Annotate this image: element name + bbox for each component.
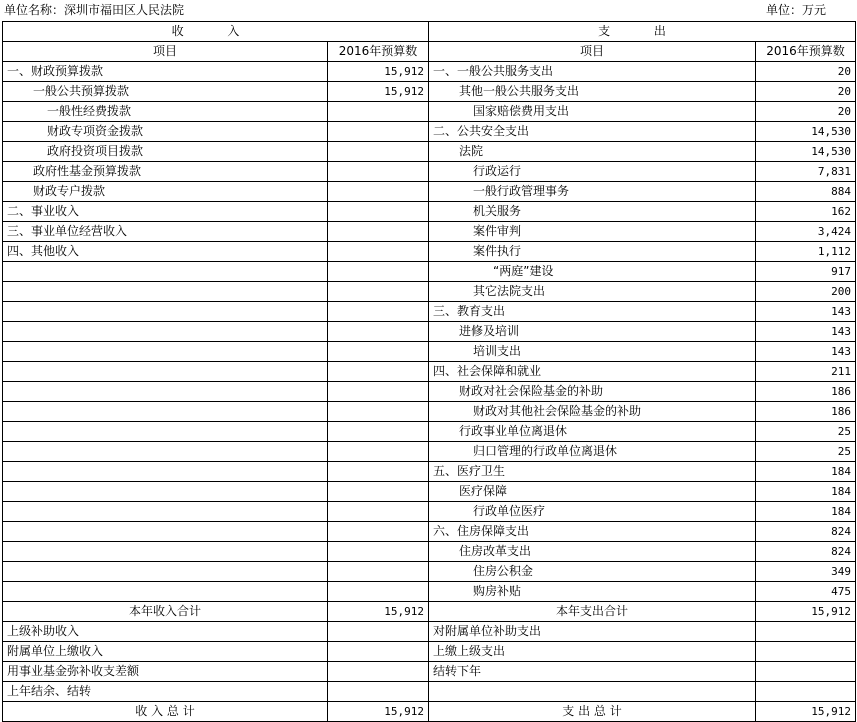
- income-amount: [328, 362, 429, 382]
- expense-item: 其他一般公共服务支出: [429, 82, 756, 102]
- income-amount: [328, 262, 429, 282]
- expense-amount: 20: [756, 62, 856, 82]
- budget-table: [2, 21, 856, 722]
- income-item: 财政专户拨款: [3, 182, 328, 202]
- income-item: [3, 502, 328, 522]
- income-amount: [328, 582, 429, 602]
- expense-amount: 143: [756, 302, 856, 322]
- income-item: 三、事业单位经营收入: [3, 222, 328, 242]
- expense-amount: 1,112: [756, 242, 856, 262]
- income-amount: [328, 462, 429, 482]
- expense-amount: 186: [756, 402, 856, 422]
- expense-amount: 184: [756, 502, 856, 522]
- income-item: [3, 522, 328, 542]
- expense-item: 财政对社会保险基金的补助: [429, 382, 756, 402]
- income-amount: 15,912: [328, 62, 429, 82]
- income-item: [3, 302, 328, 322]
- income-item: [3, 262, 328, 282]
- expense-item: 住房改革支出: [429, 542, 756, 562]
- expense-item: 住房公积金: [429, 562, 756, 582]
- table-row: [3, 502, 856, 522]
- expense-item: 四、社会保障和就业: [429, 362, 756, 382]
- income-item: [3, 382, 328, 402]
- expense-amount: 184: [756, 482, 856, 502]
- income-amount: [328, 502, 429, 522]
- expense-item: 二、公共安全支出: [429, 122, 756, 142]
- expense-amount: 162: [756, 202, 856, 222]
- income-item: 用事业基金弥补收支差额: [3, 662, 328, 682]
- unit-name: 单位名称：深圳市福田区人民法院: [4, 3, 185, 17]
- income-item: [3, 442, 328, 462]
- expense-amount: 211: [756, 362, 856, 382]
- income-amount: [328, 402, 429, 422]
- expense-amount: 200: [756, 282, 856, 302]
- table-row: [3, 622, 856, 642]
- income-item: 政府性基金预算拨款: [3, 162, 328, 182]
- expense-amount: 25: [756, 442, 856, 462]
- expense-item: 案件执行: [429, 242, 756, 262]
- table-row: [3, 342, 856, 362]
- expense-item: 法院: [429, 142, 756, 162]
- expense-item: 上缴上级支出: [429, 642, 756, 662]
- table-row: [3, 182, 856, 202]
- expense-amount: 184: [756, 462, 856, 482]
- expense-amount: 143: [756, 342, 856, 362]
- expense-item: [429, 682, 756, 702]
- table-row: [3, 322, 856, 342]
- income-amount: [328, 482, 429, 502]
- expense-amount-header: 2016年预算数: [756, 42, 856, 62]
- expense-grand-total-label: 支 出 总 计: [429, 702, 756, 722]
- income-amount: [328, 442, 429, 462]
- table-row: [3, 162, 856, 182]
- totals-row: [3, 602, 856, 622]
- income-amount: 15,912: [328, 82, 429, 102]
- table-row: [3, 442, 856, 462]
- table-row: [3, 682, 856, 702]
- table-row: [3, 282, 856, 302]
- expense-item: 六、住房保障支出: [429, 522, 756, 542]
- expense-amount: 884: [756, 182, 856, 202]
- expense-item: 案件审判: [429, 222, 756, 242]
- income-amount: [328, 302, 429, 322]
- income-item: 附属单位上缴收入: [3, 642, 328, 662]
- expense-amount: 20: [756, 102, 856, 122]
- income-item: 一般公共预算拨款: [3, 82, 328, 102]
- expense-grand-total-value: 15,912: [756, 702, 856, 722]
- expense-item: 行政单位医疗: [429, 502, 756, 522]
- expense-section-header: 支 出: [429, 22, 856, 42]
- expense-item: 一、一般公共服务支出: [429, 62, 756, 82]
- income-amount: [328, 542, 429, 562]
- expense-amount: 917: [756, 262, 856, 282]
- table-row: [3, 362, 856, 382]
- expense-amount: 349: [756, 562, 856, 582]
- expense-amount: [756, 642, 856, 662]
- income-amount: [328, 102, 429, 122]
- expense-amount: 824: [756, 522, 856, 542]
- expense-item: 机关服务: [429, 202, 756, 222]
- income-item: [3, 462, 328, 482]
- income-amount: [328, 282, 429, 302]
- expense-amount: 25: [756, 422, 856, 442]
- table-row: [3, 62, 856, 82]
- income-amount: [328, 622, 429, 642]
- expense-amount: [756, 662, 856, 682]
- expense-total-label: 本年支出合计: [429, 602, 756, 622]
- table-row: [3, 262, 856, 282]
- table-row: [3, 122, 856, 142]
- unit-label: 单位：万元: [766, 3, 827, 17]
- expense-item: 行政事业单位离退休: [429, 422, 756, 442]
- income-amount: [328, 202, 429, 222]
- income-item: [3, 362, 328, 382]
- expense-amount: [756, 682, 856, 702]
- table-row: [3, 582, 856, 602]
- table-row: [3, 562, 856, 582]
- expense-item: 购房补贴: [429, 582, 756, 602]
- expense-item: 三、教育支出: [429, 302, 756, 322]
- table-row: [3, 142, 856, 162]
- expense-item: 对附属单位补助支出: [429, 622, 756, 642]
- expense-item: 行政运行: [429, 162, 756, 182]
- income-amount: [328, 222, 429, 242]
- income-amount: [328, 242, 429, 262]
- income-item: 财政专项资金拨款: [3, 122, 328, 142]
- expense-amount: 824: [756, 542, 856, 562]
- income-amount: [328, 422, 429, 442]
- expense-amount: 20: [756, 82, 856, 102]
- table-row: [3, 222, 856, 242]
- table-row: [3, 82, 856, 102]
- income-amount: [328, 562, 429, 582]
- section-header-row: [3, 22, 856, 42]
- expense-amount: 143: [756, 322, 856, 342]
- table-row: [3, 242, 856, 262]
- expense-item: 国家赔偿费用支出: [429, 102, 756, 122]
- table-row: [3, 382, 856, 402]
- column-header-row: [3, 42, 856, 62]
- expense-item: 一般行政管理事务: [429, 182, 756, 202]
- income-amount: [328, 342, 429, 362]
- table-row: [3, 662, 856, 682]
- income-item: [3, 282, 328, 302]
- expense-item: 归口管理的行政单位离退休: [429, 442, 756, 462]
- expense-item-header: 项目: [429, 42, 756, 62]
- income-item: 二、事业收入: [3, 202, 328, 222]
- income-item: 四、其他收入: [3, 242, 328, 262]
- table-row: [3, 462, 856, 482]
- expense-amount: 14,530: [756, 122, 856, 142]
- expense-amount: 7,831: [756, 162, 856, 182]
- income-item-header: 项目: [3, 42, 328, 62]
- income-amount: [328, 642, 429, 662]
- table-row: [3, 202, 856, 222]
- income-item: [3, 582, 328, 602]
- table-row: [3, 302, 856, 322]
- expense-item: 其它法院支出: [429, 282, 756, 302]
- income-item: 政府投资项目拨款: [3, 142, 328, 162]
- income-item: [3, 342, 328, 362]
- table-row: [3, 642, 856, 662]
- expense-item: 结转下年: [429, 662, 756, 682]
- income-item: 上级补助收入: [3, 622, 328, 642]
- income-amount-header: 2016年预算数: [328, 42, 429, 62]
- income-amount: [328, 182, 429, 202]
- income-amount: [328, 682, 429, 702]
- table-row: [3, 422, 856, 442]
- income-amount: [328, 162, 429, 182]
- expense-amount: 475: [756, 582, 856, 602]
- table-row: [3, 402, 856, 422]
- expense-total-value: 15,912: [756, 602, 856, 622]
- expense-item: 医疗保障: [429, 482, 756, 502]
- income-item: [3, 422, 328, 442]
- income-total-value: 15,912: [328, 602, 429, 622]
- income-item: [3, 482, 328, 502]
- expense-amount: 186: [756, 382, 856, 402]
- expense-item: 五、医疗卫生: [429, 462, 756, 482]
- expense-amount: 14,530: [756, 142, 856, 162]
- income-amount: [328, 322, 429, 342]
- grand-total-row: [3, 702, 856, 722]
- income-grand-total-value: 15,912: [328, 702, 429, 722]
- expense-item: 财政对其他社会保险基金的补助: [429, 402, 756, 422]
- income-item: [3, 542, 328, 562]
- income-amount: [328, 122, 429, 142]
- table-row: [3, 542, 856, 562]
- expense-item: 进修及培训: [429, 322, 756, 342]
- income-amount: [328, 382, 429, 402]
- income-total-label: 本年收入合计: [3, 602, 328, 622]
- income-item: 上年结余、结转: [3, 682, 328, 702]
- expense-item: 培训支出: [429, 342, 756, 362]
- table-row: [3, 482, 856, 502]
- expense-amount: 3,424: [756, 222, 856, 242]
- income-amount: [328, 142, 429, 162]
- income-amount: [328, 522, 429, 542]
- table-row: [3, 522, 856, 542]
- income-item: [3, 562, 328, 582]
- income-item: 一般性经费拨款: [3, 102, 328, 122]
- income-section-header: 收 入: [3, 22, 429, 42]
- expense-item: “两庭”建设: [429, 262, 756, 282]
- income-grand-total-label: 收 入 总 计: [3, 702, 328, 722]
- expense-amount: [756, 622, 856, 642]
- income-item: [3, 402, 328, 422]
- income-item: 一、财政预算拨款: [3, 62, 328, 82]
- income-item: [3, 322, 328, 342]
- income-amount: [328, 662, 429, 682]
- table-row: [3, 102, 856, 122]
